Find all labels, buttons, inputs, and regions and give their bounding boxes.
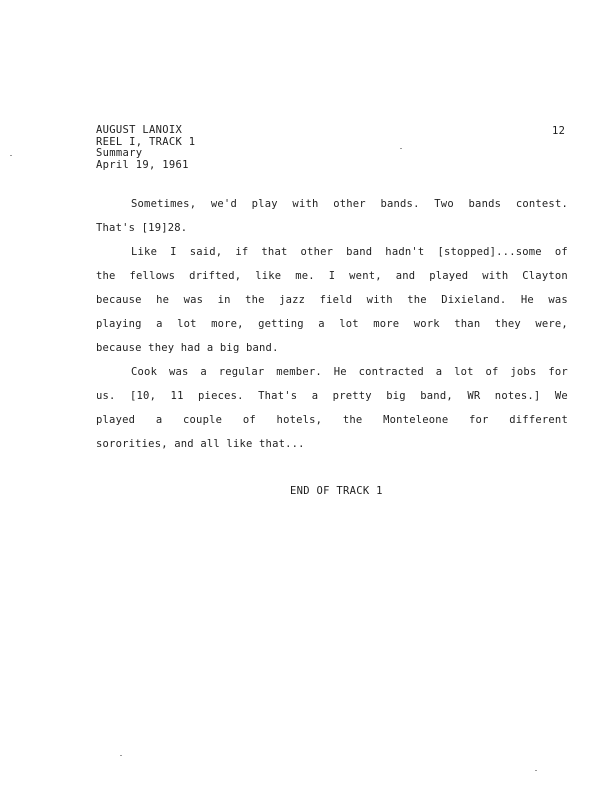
word: the xyxy=(96,270,116,282)
word: other xyxy=(300,246,334,258)
word: was xyxy=(548,294,568,306)
word: a xyxy=(311,390,319,402)
word: were, xyxy=(535,318,568,330)
scan-speck xyxy=(400,148,402,149)
word: was xyxy=(183,294,204,306)
word: of xyxy=(485,366,499,378)
reel-track-label: REEL I, TRACK 1 xyxy=(96,135,196,148)
paragraph-2-line-2 xyxy=(96,270,568,282)
word: the xyxy=(342,414,363,426)
word: hadn't xyxy=(385,246,425,258)
word: lot xyxy=(454,366,474,378)
word: Clayton xyxy=(522,270,568,282)
word: said, xyxy=(189,246,223,258)
word: a xyxy=(318,318,325,330)
word: me. xyxy=(295,270,315,282)
word: a xyxy=(155,414,163,426)
word: Two xyxy=(434,198,454,210)
word: was xyxy=(168,366,189,378)
word: hotels, xyxy=(276,414,323,426)
word: bands xyxy=(468,198,502,210)
word: I xyxy=(328,270,336,282)
word: getting xyxy=(258,318,304,330)
word: Dixieland. xyxy=(441,294,507,306)
word: for xyxy=(548,366,568,378)
word: [stopped]...some xyxy=(437,246,542,258)
word: a xyxy=(156,318,163,330)
word: He xyxy=(333,366,347,378)
word: band xyxy=(346,246,373,258)
word: drifted, xyxy=(189,270,242,282)
scan-speck xyxy=(10,155,12,156)
word: more xyxy=(373,318,400,330)
word: if xyxy=(235,246,249,258)
word: work xyxy=(413,318,440,330)
word: jazz xyxy=(279,294,306,306)
word: of xyxy=(554,246,568,258)
paragraph-3-line-4: sororities, and all like that... xyxy=(96,438,305,450)
word: with xyxy=(482,270,509,282)
word: He xyxy=(520,294,534,306)
word: Like xyxy=(131,246,158,258)
word: and xyxy=(395,270,416,282)
word: Monteleone xyxy=(383,414,449,426)
paragraph-2-line-3 xyxy=(96,294,568,306)
interview-date: April 19, 1961 xyxy=(96,158,189,171)
word: pieces. xyxy=(198,390,244,402)
word: band, xyxy=(420,390,453,402)
interviewee-name: AUGUST LANOIX xyxy=(96,124,183,136)
word: they xyxy=(494,318,521,330)
scan-speck xyxy=(535,770,537,771)
word: bands. xyxy=(380,198,420,210)
word: play xyxy=(251,198,278,210)
word: we'd xyxy=(210,198,237,210)
word: contracted xyxy=(358,366,424,378)
word: WR xyxy=(467,390,481,402)
word: Sometimes, xyxy=(131,198,197,210)
word: lot xyxy=(177,318,197,330)
word: with xyxy=(366,294,393,306)
word: he xyxy=(156,294,170,306)
word: contest. xyxy=(515,198,568,210)
paragraph-1-line-1 xyxy=(131,198,568,210)
word: 11 xyxy=(170,390,184,402)
word: more, xyxy=(211,318,244,330)
document-header xyxy=(96,125,195,171)
word: played xyxy=(429,270,469,282)
word: fellows xyxy=(129,270,176,282)
word: us. xyxy=(96,390,116,402)
word: That's xyxy=(258,390,298,402)
word: Cook xyxy=(131,366,158,378)
word: regular xyxy=(218,366,265,378)
word: like xyxy=(255,270,282,282)
page-number: 12 xyxy=(552,125,566,137)
scan-speck xyxy=(120,755,122,756)
word: lot xyxy=(339,318,359,330)
word: with xyxy=(292,198,319,210)
word: a xyxy=(435,366,443,378)
word: couple xyxy=(183,414,223,426)
word: notes.] xyxy=(494,390,541,402)
word: a xyxy=(200,366,207,378)
word: jobs xyxy=(510,366,537,378)
word: played xyxy=(96,414,136,426)
word: than xyxy=(454,318,481,330)
word: playing xyxy=(96,318,142,330)
paragraph-1-line-2: That's [19]28. xyxy=(96,222,188,234)
paragraph-2-line-1 xyxy=(131,246,568,258)
word: went, xyxy=(349,270,382,282)
paragraph-3-line-2 xyxy=(96,390,568,402)
word: the xyxy=(407,294,427,306)
word: of xyxy=(242,414,256,426)
word: other xyxy=(333,198,366,210)
document-type: Summary xyxy=(96,147,143,159)
word: in xyxy=(217,294,231,306)
paragraph-2-line-4 xyxy=(96,318,568,330)
word: for xyxy=(469,414,489,426)
paragraph-3-line-1 xyxy=(131,366,568,378)
word: [10, xyxy=(130,390,157,402)
word: pretty xyxy=(332,390,372,402)
word: different xyxy=(509,414,568,426)
word: because xyxy=(96,294,142,306)
word: big xyxy=(386,390,406,402)
paragraph-3-line-3 xyxy=(96,414,568,426)
word: field xyxy=(319,294,353,306)
word: the xyxy=(245,294,265,306)
end-of-track-label: END OF TRACK 1 xyxy=(290,485,383,497)
word: that xyxy=(261,246,288,258)
word: We xyxy=(554,390,568,402)
word: member. xyxy=(276,366,322,378)
word: I xyxy=(170,246,177,258)
paragraph-2-line-5: because they had a big band. xyxy=(96,342,279,354)
